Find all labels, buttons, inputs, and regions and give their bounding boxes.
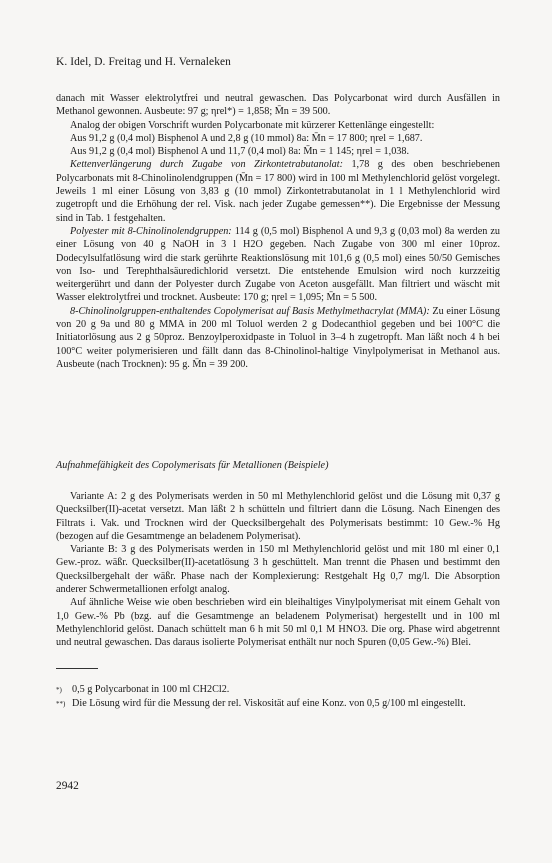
footnote-mark: *) [56,686,62,694]
paragraph: Kettenverlängerung durch Zugabe von Zirkontetrabutanolat: 1,78 g des oben beschriebenen Polycarbonats mit 8-Chinolinolendgruppen (M̄n = 17 800) wird in 100 ml Methylenchlorid gelöst vorgelegt. Jeweils 1 ml einer Lösung von 3,83 g (10 mmol) Zirkontetrabutanolat in 1 l Methylenchlorid wird zugetropft und die Erhöhung der rel. Visk. nach jeder Zugabe gemessen**). Die Ergebnisse der Messung sind in Tab. 1 festgehalten. [56,159,500,224]
paragraph: 8-Chinolinolgruppen-enthaltendes Copolymerisat auf Basis Methylmethacrylat (MMA): Zu einer Lösung von 20 g 9a und 80 g MMA in 200 ml Toluol werden 2 g Dodecanthiol gegeben und bei 100°C die Initiatorlösung aus 2 g 50proz. Benzoylperoxidpaste in Toluol in 3–4 h zugetropft. Man läßt noch 4 h bei 100°C weiter polymerisieren und fällt dann das 8-Chinolinol-haltige Vinylpolymerisat in Methanol aus. Ausbeute (nach Trocknen): 95 g. M̄n = 39 200. [56,305,500,370]
paragraph-lead: Polyester mit 8-Chinolinolendgruppen: [70,225,232,237]
footnote-rule [56,668,98,669]
footnote-text: 0,5 g Polycarbonat in 100 ml CH2Cl2. [72,684,230,695]
experimental-text [56,92,500,371]
examples-text [56,490,500,650]
footnotes [56,683,500,712]
paragraph-lead: 8-Chinolinolgruppen-enthaltendes Copolymerisat auf Basis Methylmethacrylat (MMA): [70,305,430,317]
paragraph: Auf ähnliche Weise wie oben beschrieben wird ein bleihaltiges Vinylpolymerisat mit einem Gehalt von 1,0 Gew.-% Pb (bzg. auf die Gesamtmenge an beladenem Polymerisat) hergestellt und in 100 ml Methylenchlorid gelöst. Danach schüttelt man 6 h mit 50 ml 0,1 M HNO3. Die org. Phase wird abgetrennt und neutral gewaschen. Das daraus isolierte Polymerisat enthält nur noch Spuren (0,05 Gew.-%) Blei. [56,597,500,649]
section-heading: Aufnahmefähigkeit des Copolymerisats für Metallionen (Beispiele) [56,460,329,471]
footnote [56,697,500,711]
running-header: K. Idel, D. Freitag und H. Vernaleken [56,56,231,68]
page-number: 2942 [56,780,79,792]
paragraph-lead: Kettenverlängerung durch Zugabe von Zirkontetrabutanolat: [70,159,343,171]
paragraph: Polyester mit 8-Chinolinolendgruppen: 114 g (0,5 mol) Bisphenol A und 9,3 g (0,03 mol) 8a werden zu einer Lösung von 40 g NaOH in 3 l H2O gegeben. Nach Zugabe von 300 ml einer 10proz. Dodecylsulfatlösung wird die stark gerührte Reaktionslösung mit 101,6 g (0,5 mol) eines 50/50 Gemisches von Iso- und Terephthalsäuredichlorid versetzt. Die entstehende Emulsion wird noch kurzzeitig weitergerührt und dann der Polyester durch Zugabe von Aceton ausgefällt. Man filtriert und wäscht mit Wasser elektrolytfrei und trocknet. Ausbeute: 170 g; ηrel = 1,095; M̄n = 5 500. [56,225,500,304]
paragraph: Aus 91,2 g (0,4 mol) Bisphenol A und 11,7 (0,4 mol) 8a: M̄n = 1 145; ηrel = 1,038. [70,146,410,158]
footnote-mark: **) [56,700,66,709]
paragraph: Aus 91,2 g (0,4 mol) Bisphenol A und 2,8 g (10 mmol) 8a: M̄n = 17 800; ηrel = 1,687. [70,132,423,144]
paragraph: Variante B: 3 g des Polymerisats werden in 150 ml Methylenchlorid gelöst und mit 180 ml einer 0,1 Gew.-proz. wäßr. Quecksilber(II)-acetatlösung 3 h geschüttelt. Man trennt die Phasen und bestimmt den Quecksilbergehalt der wäßr. Phase nach der Komplexierung: Restgehalt Hg 0,7 mg/l. Die Absorption anderer Schwermetallionen erfolgt analog. [56,544,500,596]
footnote [56,683,500,697]
paragraph: Analog der obigen Vorschrift wurden Polycarbonate mit kürzerer Kettenlänge eingestellt: [70,119,435,131]
footnote-text: Die Lösung wird für die Messung der rel. Viskosität auf eine Konz. von 0,5 g/100 ml eingestellt. [72,698,466,710]
paragraph: danach mit Wasser elektrolytfrei und neutral gewaschen. Das Polycarbonat wird durch Ausfällen in Methanol gewonnen. Ausbeute: 97 g; ηrel*) = 1,858; M̄n = 39 500. [56,93,500,118]
paragraph: Variante A: 2 g des Polymerisats werden in 50 ml Methylenchlorid gelöst und die Lösung mit 0,37 g Quecksilber(II)-acetat versetzt. Man läßt 2 h schütteln und filtriert dann die Lösung. Nach Einengen des Filtrats i. Vak. und Trocknen wird der Quecksilbergehalt des Polymerisats bestimmt: 10 Gew.-% Hg (bezogen auf die Gesamtmenge an beladenem Polymerisat). [56,491,500,542]
